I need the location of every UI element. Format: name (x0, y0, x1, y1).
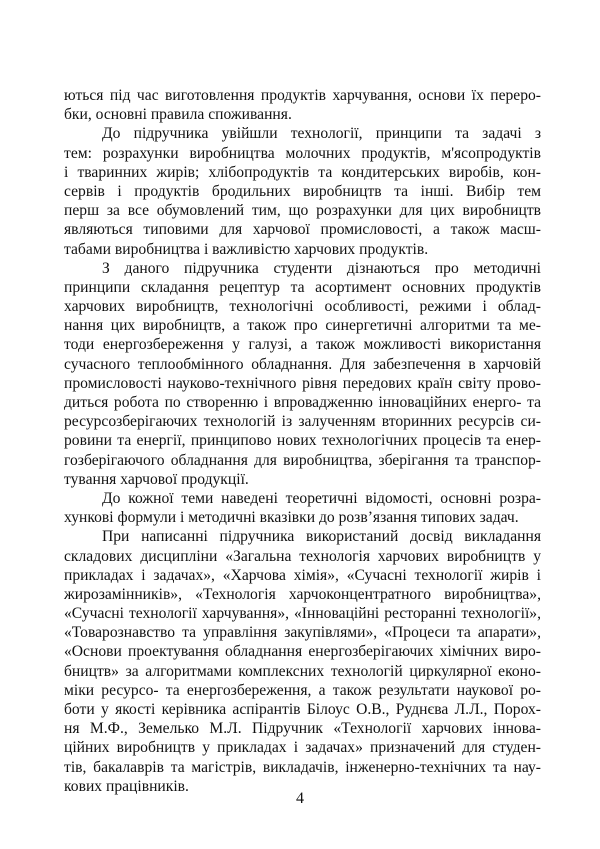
text-line: харчових виробництв, технологічні особливості, режими і облад- (64, 298, 541, 316)
text-line: «Товарознавство та управління закупівлями», «Процеси та апарати», (64, 624, 541, 642)
text-line: диться робота по створенню і впровадженню інноваційних енерго- та (64, 394, 541, 411)
text-line: «Основи проектування обладнання енергозберігаючих хімічних виро- (64, 643, 541, 661)
text-line: сервів і продуктів бродильних виробництв та інші. Вибір тем (64, 182, 541, 200)
text-line: При написанні підручника використаний досвід викладання (102, 528, 541, 546)
text-line: кових працівників. (64, 777, 189, 795)
text-line: сучасного теплообмінного обладнання. Для забезпечення в харчовій (64, 355, 541, 373)
text-line: тів, бакалаврів та магістрів, викладачів, інженерно-технічних та нау- (64, 758, 541, 776)
text-line: ровини та енергії, принципово нових технологічних процесів та енер- (64, 432, 541, 450)
text-line: прикладах і задачах», «Харчова хімія», «Сучасні технології жирів і (64, 566, 541, 584)
text-line: складових дисципліни «Загальна технологія харчових виробництв у (64, 547, 541, 565)
paragraph (64, 489, 541, 527)
text-line: ня М.Ф., Земелько М.Л. Підручник «Технології харчових іннова- (64, 720, 541, 738)
text-line: і тваринних жирів; хлібопродуктів та кондитерських виробів, кон- (64, 163, 541, 181)
text-line: ються під час виготовлення продуктів харчування, основи їх переро- (64, 87, 541, 104)
page-number: 4 (296, 790, 304, 807)
paragraph (64, 86, 541, 124)
text-line: являються типовими для харчової промисловості, а також масш- (64, 221, 541, 239)
text-line: «Сучасні технології харчування», «Інноваційні ресторанні технології», (64, 605, 541, 623)
text-line: хункові формули і методичні вказівки до розв’язання типових задач. (64, 509, 519, 527)
text-line: ційних виробництв у прикладах і задачах» призначений для студен- (64, 739, 541, 757)
text-line: тування харчової продукції. (64, 470, 249, 488)
text-line: тоди енергозбереження у галузі, а також можливості використання (64, 336, 541, 354)
text-line: боти у якості керівника аспірантів Білоус О.В., Руднєва Л.Л., Порох- (64, 701, 541, 718)
text-line: міки ресурсо- та енергозбереження, а також результати наукової ро- (64, 681, 541, 699)
text-line: бництв» за алгоритмами комплексних технологій циркулярної еконо- (64, 662, 541, 680)
text-line: ресурсозберігаючих технологій із залученням вторинних ресурсів си- (64, 413, 541, 431)
text-line: промисловості науково-технічного рівня передових країн світу прово- (64, 374, 541, 392)
text-line: гозберігаючого обладнання для виробництва, зберігання та транспор- (64, 451, 541, 469)
paragraph (64, 259, 541, 489)
text-line: табами виробництва і важливістю харчових продуктів. (64, 240, 429, 258)
paragraph (64, 527, 541, 796)
body-text (64, 86, 541, 796)
text-line: бки, основні правила споживання. (64, 106, 292, 124)
text-line: З даного підручника студенти дізнаються про методичні (102, 259, 541, 277)
paragraph (64, 124, 541, 258)
text-line: тем: розрахунки виробництва молочних продуктів, м'ясопродуктів (64, 144, 541, 162)
text-line: До підручника увійшли технології, принципи та задачі з (102, 125, 541, 143)
text-line: До кожної теми наведені теоретичні відомості, основні розра- (102, 489, 541, 507)
text-line: перш за все обумовлений тим, що розрахунки для цих виробництв (64, 202, 541, 220)
text-line: нання цих виробництв, а також про синергетичні алгоритми та ме- (64, 317, 541, 335)
text-line: принципи складання рецептур та асортимент основних продуктів (64, 278, 541, 296)
text-line: жирозамінників», «Технологія харчоконцентратного виробництва», (64, 585, 541, 603)
